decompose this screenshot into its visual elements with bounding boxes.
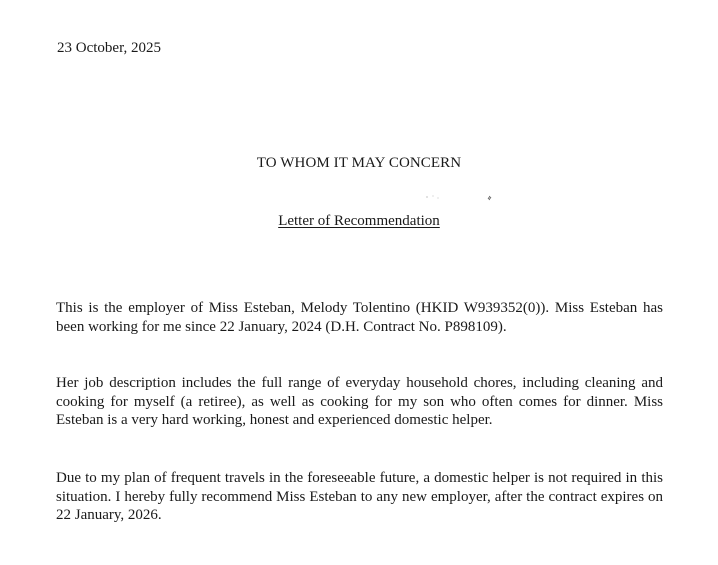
paragraph-employment: This is the employer of Miss Esteban, Melody Tolentino (HKID W939352(0)). Miss Esteban has been working for me since 22 January, 2024 (D.H. Contract No. P898109). — [56, 300, 663, 335]
scan-specks-decoration — [424, 191, 504, 205]
subject-line — [0, 211, 718, 231]
letter-date: 23 October, 2025 — [57, 40, 161, 56]
paragraph-recommendation: Due to my plan of frequent travels in the foreseeable future, a domestic helper is not required in this situation. I hereby fully recommend Miss Esteban to any new employer, after the contract expires on 22 January, 2026. — [56, 470, 663, 523]
salutation-heading: TO WHOM IT MAY CONCERN — [256, 155, 462, 171]
paragraph-job-description: Her job description includes the full range of everyday household chores, including cleaning and cooking for myself (a retiree), as well as cooking for my son who often comes for dinner. Miss Esteban is a very hard working, honest and experienced domestic helper. — [56, 375, 663, 428]
subject-text: Letter of Recommendation — [278, 213, 440, 229]
